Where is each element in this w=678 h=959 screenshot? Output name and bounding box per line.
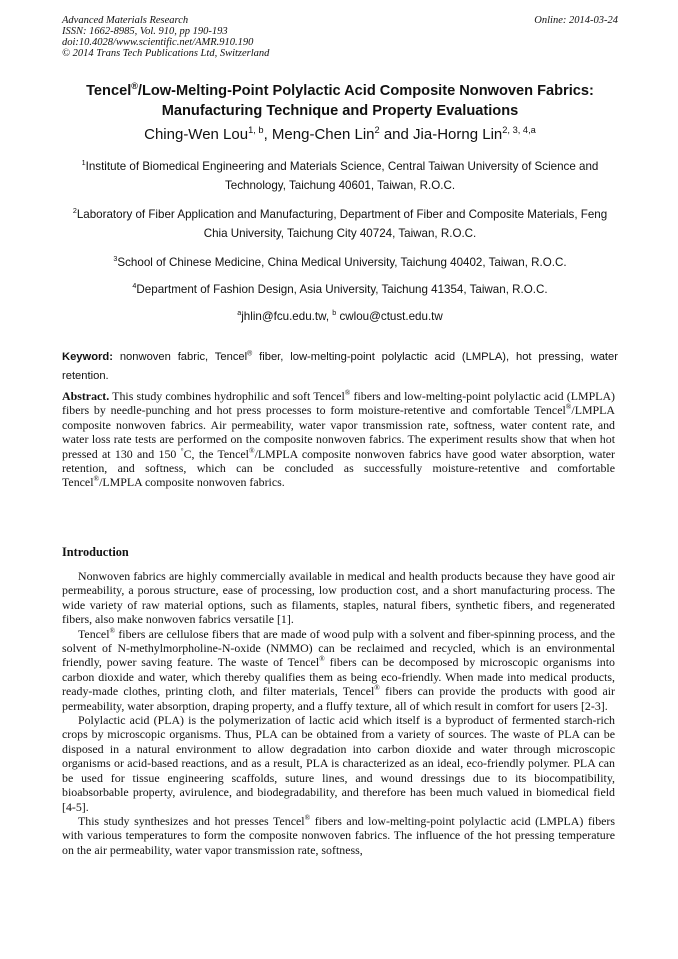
affiliation-2: $^2$Laboratory of Fiber Application and Manufacturing, Department of Fiber and Composite Materials, Feng Chia University, Taichung City 40724, Taiwan, R.O.C.: [72, 206, 608, 240]
abstract: Abstract. This study combines hydrophilic and soft Tencel® fibers and low-melting-point polylactic acid (LMPLA) fibers by needle-punching and hot press processes to form moisture-retentive and comfortable Tencel®/LMPLA composite nonwoven fabrics. Air permeability, water vapor transmission rate, softness, water content rate, and water loss rate tests are performed on the composite nonwoven fabrics. The experiment results show that when hot pressed at 130 and 150 °C, the Tencel®/LMPLA composite nonwoven fabrics have good water absorption, water retention, and softness, which can be concluded as successfully moisture-retentive and comfortable Tencel®/LMPLA composite nonwoven fabrics.: [62, 388, 615, 490]
paragraph: Tencel® fibers are cellulose fibers that are made of wood pulp with a solvent and fiber-spinning process, and the solvent of N-methylmorpholine-N-oxide (NMMO) can be reclaimed and recycled, which is an environmental friendly, power saving feature. The waste of Tencel® fibers can be decomposed by microscopic organisms into carbon dioxide and water, which thereby qualifies them as being eco-friendly. When made into medical products, ready-made clothes, printing cloth, and filter materials, Tencel® fibers can provide the products with good air permeability, water absorption, draping property, and a fluffy texture, all of which result in comfort for users [2-3].: [62, 625, 615, 713]
journal-name: Advanced Materials Research: [62, 15, 189, 26]
affiliation-1: $^1$Institute of Biomedical Engineering and Materials Science, Central Taiwan University of Science and Technology, Taichung 40601, Taiwan, R.O.C.: [81, 158, 599, 192]
author-1: Ching-Wen Lou: [144, 126, 249, 143]
paragraph: This study synthesizes and hot presses Tencel® fibers and low-melting-point polylactic acid (LMPLA) fibers with various temperatures to form the composite nonwoven fabrics. The influence of the hot pressing temperature on the air permeability, water vapor transmission rate, softness,: [62, 812, 616, 857]
journal-doi: doi:10.4028/www.scientific.net/AMR.910.190: [62, 37, 254, 48]
paragraph: Nonwoven fabrics are highly commercially available in medical and health products because they have good air permeability, a porous structure, ease of processing, low production cost, and a short manufacturing process. The wide variety of raw material options, such as filaments, staples, natural fibers, synthetic fibers, and regenerated fibers, also make nonwoven fabrics versatile [1].: [62, 569, 615, 627]
abstract-label: Abstract.: [62, 389, 110, 403]
author-list: Ching-Wen Lou$^{1, b}$, Meng-Chen Lin$^2$ and Jia-Horng Lin$^{2, 3, 4,a}$: [144, 125, 536, 143]
keywords-label: Keyword:: [62, 351, 113, 363]
online-date: Online: 2014-03-24: [534, 15, 618, 26]
journal-copyright: © 2014 Trans Tech Publications Ltd, Switzerland: [62, 48, 270, 59]
paragraph: Polylactic acid (PLA) is the polymerization of lactic acid which itself is a byproduct of fermented starch-rich crops by microscopic organisms. Thus, PLA can be obtained from a variety of sources. The waste of PLA can be disposed in a natural environment to allow degradation into carbon dioxide and water through microscopic organisms or acid-based reactions, and as a result, PLA is characterized as an ideal, eco-friendly polymer. PLA can be used for tissue engineering scaffolds, suture lines, and wound dressings due to its biocompatibility, bioabsorbable property, avirulence, and biodegradability, and therefore has been much valued in biomedical field [4-5].: [62, 713, 615, 814]
introduction-body: [62, 569, 615, 857]
email-link-b[interactable]: cwlou@ctust.edu.tw: [336, 310, 443, 323]
author-emails: $^a$jhlin@fcu.edu.tw, $^b$ cwlou@ctust.edu.tw: [237, 308, 443, 323]
paper-title: Tencel®/Low-Melting-Point Polylactic Acid Composite Nonwoven Fabrics: Manufacturing Technique and Property Evaluations: [86, 81, 594, 119]
keywords: Keyword: nonwoven fabric, Tencel® fiber, low-melting-point polylactic acid (LMPLA), hot pressing, water retention.: [62, 350, 618, 382]
journal-header: [62, 15, 618, 59]
email-link-a[interactable]: jhlin@fcu.edu.tw,: [241, 310, 333, 323]
section-heading-introduction: Introduction: [62, 545, 129, 559]
journal-issn: ISSN: 1662-8985, Vol. 910, pp 190-193: [62, 26, 228, 37]
affiliation-4: $^4$Department of Fashion Design, Asia University, Taichung 41354, Taiwan, R.O.C.: [132, 281, 548, 296]
affiliation-3: $^3$School of Chinese Medicine, China Medical University, Taichung 40402, Taiwan, R.O.C.: [113, 254, 567, 269]
